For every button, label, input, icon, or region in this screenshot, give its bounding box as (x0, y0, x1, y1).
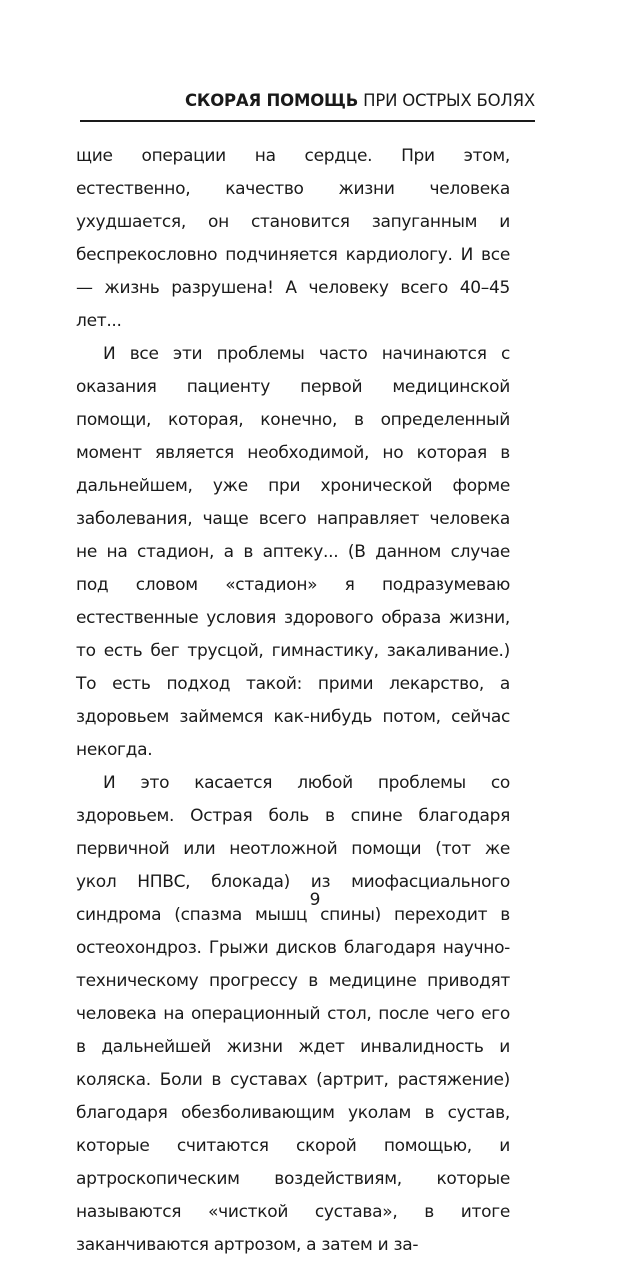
header-rule (80, 120, 535, 122)
running-header (80, 91, 535, 111)
paragraph: И все эти проблемы часто начинаются с оказания пациенту первой медицинской помощи, которая, конечно, в определенный момент является необходимой, но которая в дальнейшем, уже при хронической форме заболевания, чаще всего направляет человека не на стадион, а в аптеку... (В данном случае под словом «стадион» я подразумеваю естественные условия здорового образа жизни, то есть бег трусцой, гимнастику, закаливание.) То есть подход такой: прими лекарство, а здоровьем займемся как-нибудь потом, сейчас некогда. (76, 344, 510, 760)
body-text (76, 140, 510, 1262)
page-number: 9 (309, 890, 321, 910)
running-header-regular: ПРИ ОСТРЫХ БОЛЯХ (358, 91, 535, 110)
running-header-bold: СКОРАЯ ПОМОЩЬ (185, 91, 359, 110)
paragraph-continued: щие операции на сердце. При этом, естественно, качество жизни человека ухудшается, он становится запуганным и беспрекословно подчиняется кардиологу. И все — жизнь разрушена! А человеку всего 40–45 лет... (76, 146, 510, 331)
paragraph: И это касается любой проблемы со здоровьем. Острая боль в спине благодаря первичной или неотложной помощи (тот же укол НПВС, блокада) из миофасциального синдрома (спазма мышц спины) переходит в остеохондроз. Грыжи дисков благодаря научно-техническому прогрессу в медицине приводят человека на операционный стол, после чего его в дальнейшей жизни ждет инвалидность и коляска. Боли в суставах (артрит, растяжение) благодаря обезболивающим уколам в сустав, которые считаются скорой помощью, и артроскопическим воздействиям, которые называются «чисткой сустава», в итоге заканчиваются артрозом, а затем и за- (76, 773, 510, 1255)
